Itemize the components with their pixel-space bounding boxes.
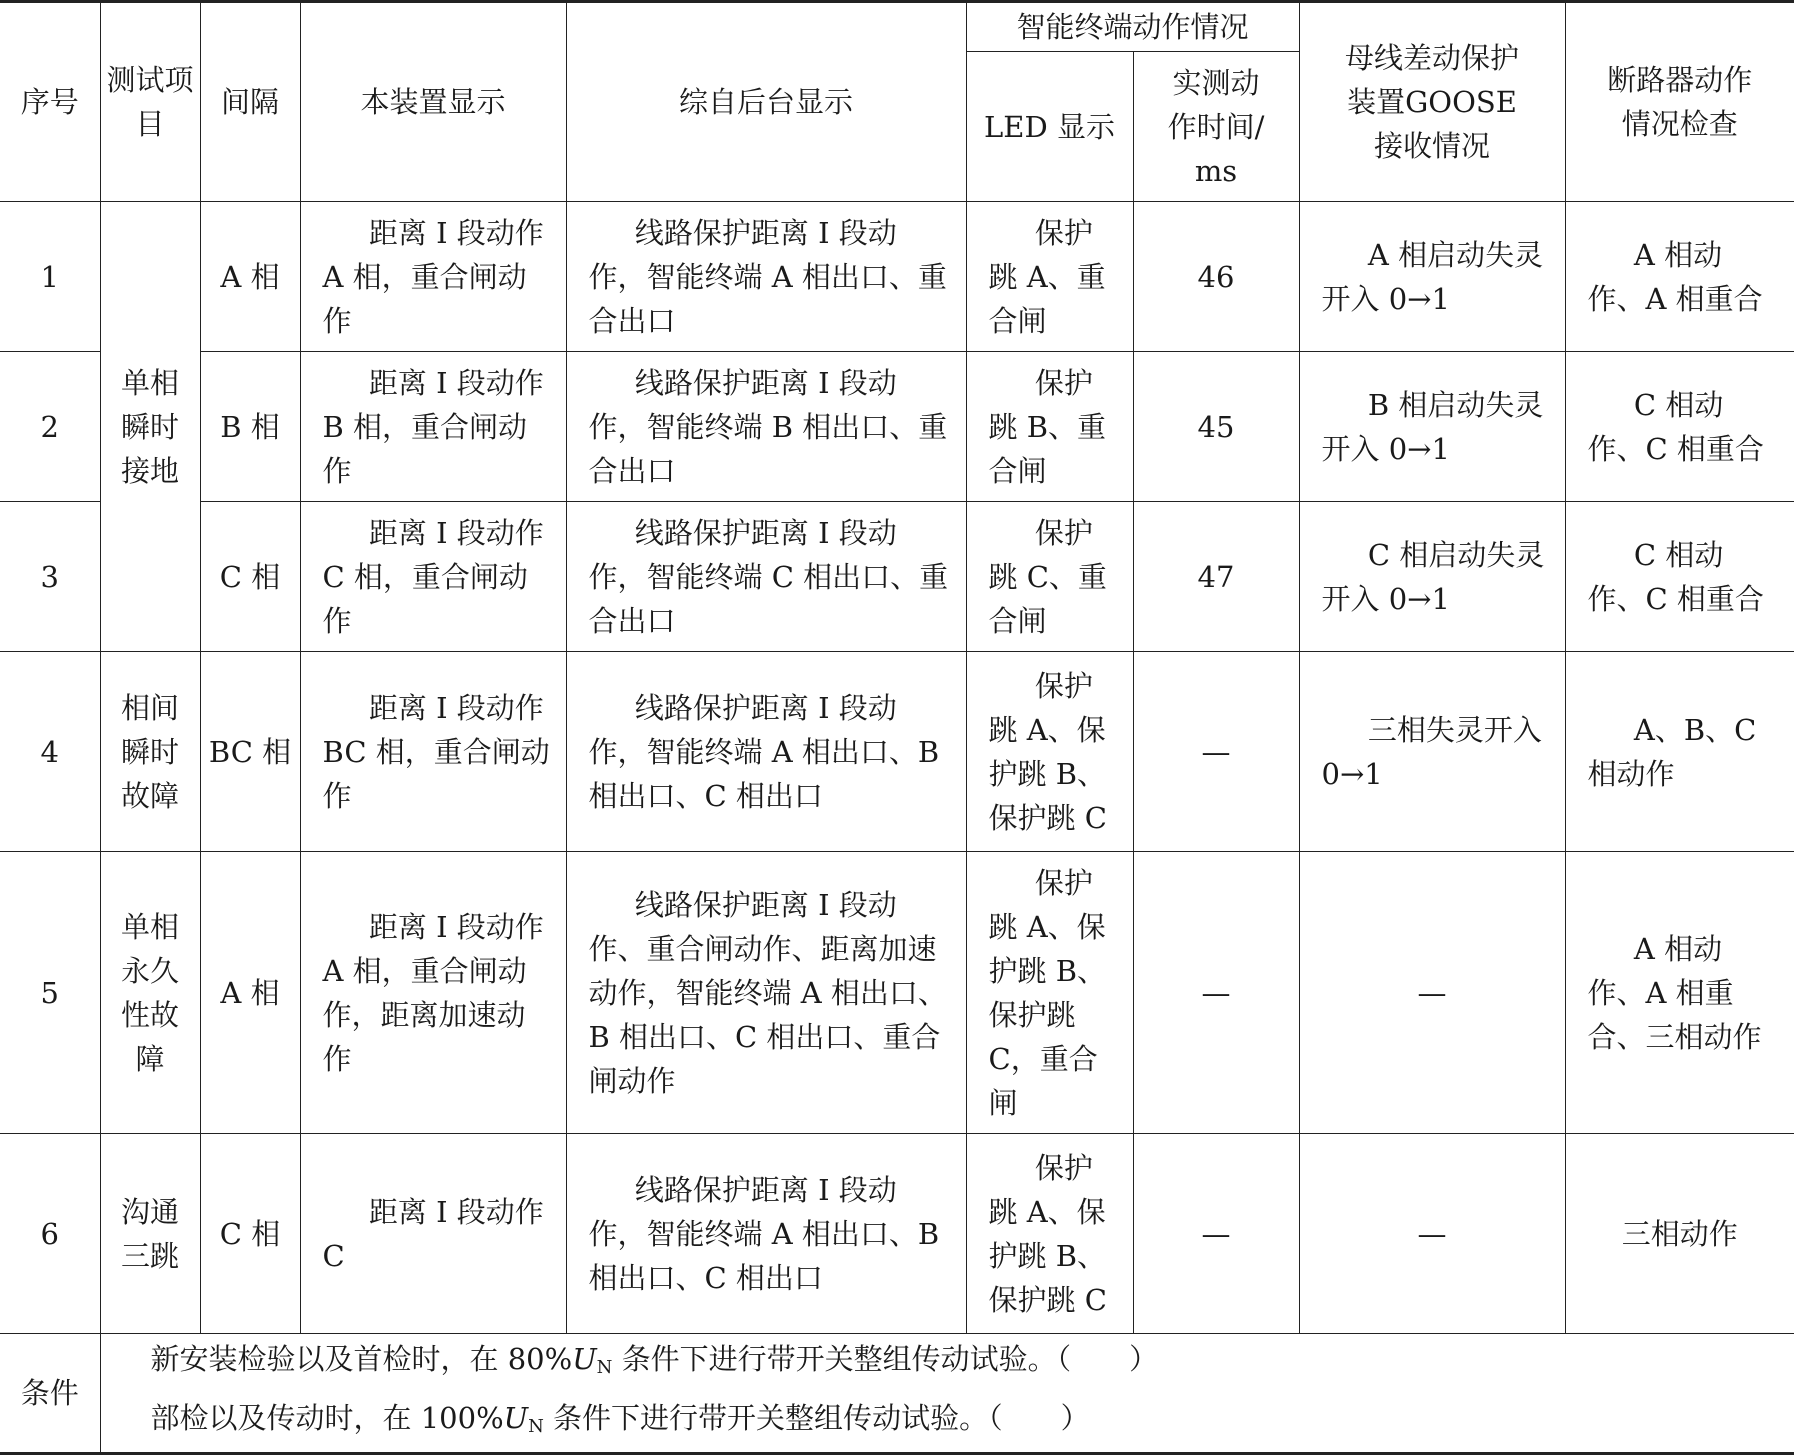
- interval-cell: BC 相: [200, 652, 300, 852]
- backend-display-cell: 线路保护距离 Ⅰ 段动作，智能终端 A 相出口、B 相出口、C 相出口: [566, 1134, 966, 1334]
- seq-cell: 3: [0, 502, 100, 652]
- led-display-cell: 保护跳 A、重合闸: [966, 202, 1133, 352]
- condition-line-1: 新安装检验以及首检时，在 $80\%U_N$ 条件下进行带开关整组传动试验。（ ）: [150, 1342, 1159, 1378]
- breaker-check-cell: A、B、C 相动作: [1565, 652, 1794, 852]
- goose-cell: B 相启动失灵开入 0→1: [1299, 352, 1565, 502]
- interval-cell: B 相: [200, 352, 300, 502]
- seq-cell: 4: [0, 652, 100, 852]
- backend-display-cell: 线路保护距离 Ⅰ 段动作，智能终端 A 相出口、重合出口: [566, 202, 966, 352]
- interval-cell: C 相: [200, 502, 300, 652]
- backend-display-cell: 线路保护距离 Ⅰ 段动作，智能终端 C 相出口、重合出口: [566, 502, 966, 652]
- seq-cell: 1: [0, 202, 100, 352]
- measured-time-cell: 45: [1133, 352, 1299, 502]
- table-row: [0, 352, 1794, 502]
- device-display-cell: 距离 Ⅰ 段动作 BC 相，重合闸动作: [300, 652, 566, 852]
- backend-display-cell: 线路保护距离 Ⅰ 段动作，智能终端 A 相出口、B 相出口、C 相出口: [566, 652, 966, 852]
- seq-cell: 5: [0, 852, 100, 1134]
- measured-time-cell: 46: [1133, 202, 1299, 352]
- header-test-item: 测试项目: [100, 2, 200, 202]
- table-row: [0, 852, 1794, 1134]
- test-item-cell: 相间瞬时故障: [100, 652, 200, 852]
- breaker-check-cell: C 相动作、C 相重合: [1565, 352, 1794, 502]
- header-led-display: LED 显示: [966, 52, 1133, 202]
- interval-cell: A 相: [200, 852, 300, 1134]
- test-item-cell: 沟通三跳: [100, 1134, 200, 1334]
- header-seq: 序号: [0, 2, 100, 202]
- header-backend-display: 综自后台显示: [566, 2, 966, 202]
- table-row: [0, 652, 1794, 852]
- led-display-cell: 保护跳 B、重合闸: [966, 352, 1133, 502]
- goose-cell: —: [1299, 1134, 1565, 1334]
- header-goose: 母线差动保护装置GOOSE 接收情况: [1299, 2, 1565, 202]
- breaker-check-cell: C 相动作、C 相重合: [1565, 502, 1794, 652]
- conditions-row: [0, 1334, 1794, 1454]
- goose-cell: —: [1299, 852, 1565, 1134]
- measured-time-cell: —: [1133, 1134, 1299, 1334]
- rated-voltage-symbol: $U_N$: [503, 1401, 544, 1437]
- led-display-cell: 保护跳 C、重合闸: [966, 502, 1133, 652]
- condition-line-2: 部检以及传动时，在 $100\%U_N$ 条件下进行带开关整组传动试验。（ ）: [150, 1401, 1090, 1437]
- backend-display-cell: 线路保护距离 Ⅰ 段动作，智能终端 B 相出口、重合出口: [566, 352, 966, 502]
- header-breaker-check: 断路器动作情况检查: [1565, 2, 1794, 202]
- breaker-check-cell: 三相动作: [1565, 1134, 1794, 1334]
- device-display-cell: 距离 Ⅰ 段动作 A 相，重合闸动作，距离加速动作: [300, 852, 566, 1134]
- breaker-check-cell: A 相动作、A 相重合: [1565, 202, 1794, 352]
- interval-cell: C 相: [200, 1134, 300, 1334]
- table-row: [0, 502, 1794, 652]
- conditions-label: 条件: [0, 1334, 100, 1454]
- test-item-cell: 单相瞬时接地: [100, 202, 200, 652]
- led-display-cell: 保护跳 A、保护跳 B、保护跳 C: [966, 652, 1133, 852]
- seq-cell: 6: [0, 1134, 100, 1334]
- test-item-cell: 单相永久性故障: [100, 852, 200, 1134]
- breaker-check-cell: A 相动作、A 相重合、三相动作: [1565, 852, 1794, 1134]
- header-measured-time: 实测动作时间/ms: [1133, 52, 1299, 202]
- device-display-cell: 距离 Ⅰ 段动作 C: [300, 1134, 566, 1334]
- measured-time-cell: —: [1133, 652, 1299, 852]
- device-display-cell: 距离 Ⅰ 段动作 A 相，重合闸动作: [300, 202, 566, 352]
- goose-cell: C 相启动失灵开入 0→1: [1299, 502, 1565, 652]
- led-display-cell: 保护跳 A、保护跳 B、保护跳 C: [966, 1134, 1133, 1334]
- device-display-cell: 距离 Ⅰ 段动作 C 相，重合闸动作: [300, 502, 566, 652]
- goose-cell: 三相失灵开入 0→1: [1299, 652, 1565, 852]
- backend-display-cell: 线路保护距离 Ⅰ 段动作、重合闸动作、距离加速动作，智能终端 A 相出口、B 相出口、C 相出口、重合闸动作: [566, 852, 966, 1134]
- measured-time-cell: 47: [1133, 502, 1299, 652]
- goose-cell: A 相启动失灵开入 0→1: [1299, 202, 1565, 352]
- measured-time-cell: —: [1133, 852, 1299, 1134]
- header-interval: 间隔: [200, 2, 300, 202]
- rated-voltage-symbol: $U_N$: [572, 1342, 613, 1378]
- table-row: [0, 202, 1794, 352]
- table-row: [0, 1134, 1794, 1334]
- interval-cell: A 相: [200, 202, 300, 352]
- header-device-display: 本装置显示: [300, 2, 566, 202]
- led-display-cell: 保护跳 A、保护跳 B、保护跳 C，重合闸: [966, 852, 1133, 1134]
- header-smart-terminal: 智能终端动作情况: [966, 2, 1299, 52]
- device-display-cell: 距离 Ⅰ 段动作 B 相，重合闸动作: [300, 352, 566, 502]
- seq-cell: 2: [0, 352, 100, 502]
- conditions-text: [100, 1334, 1794, 1454]
